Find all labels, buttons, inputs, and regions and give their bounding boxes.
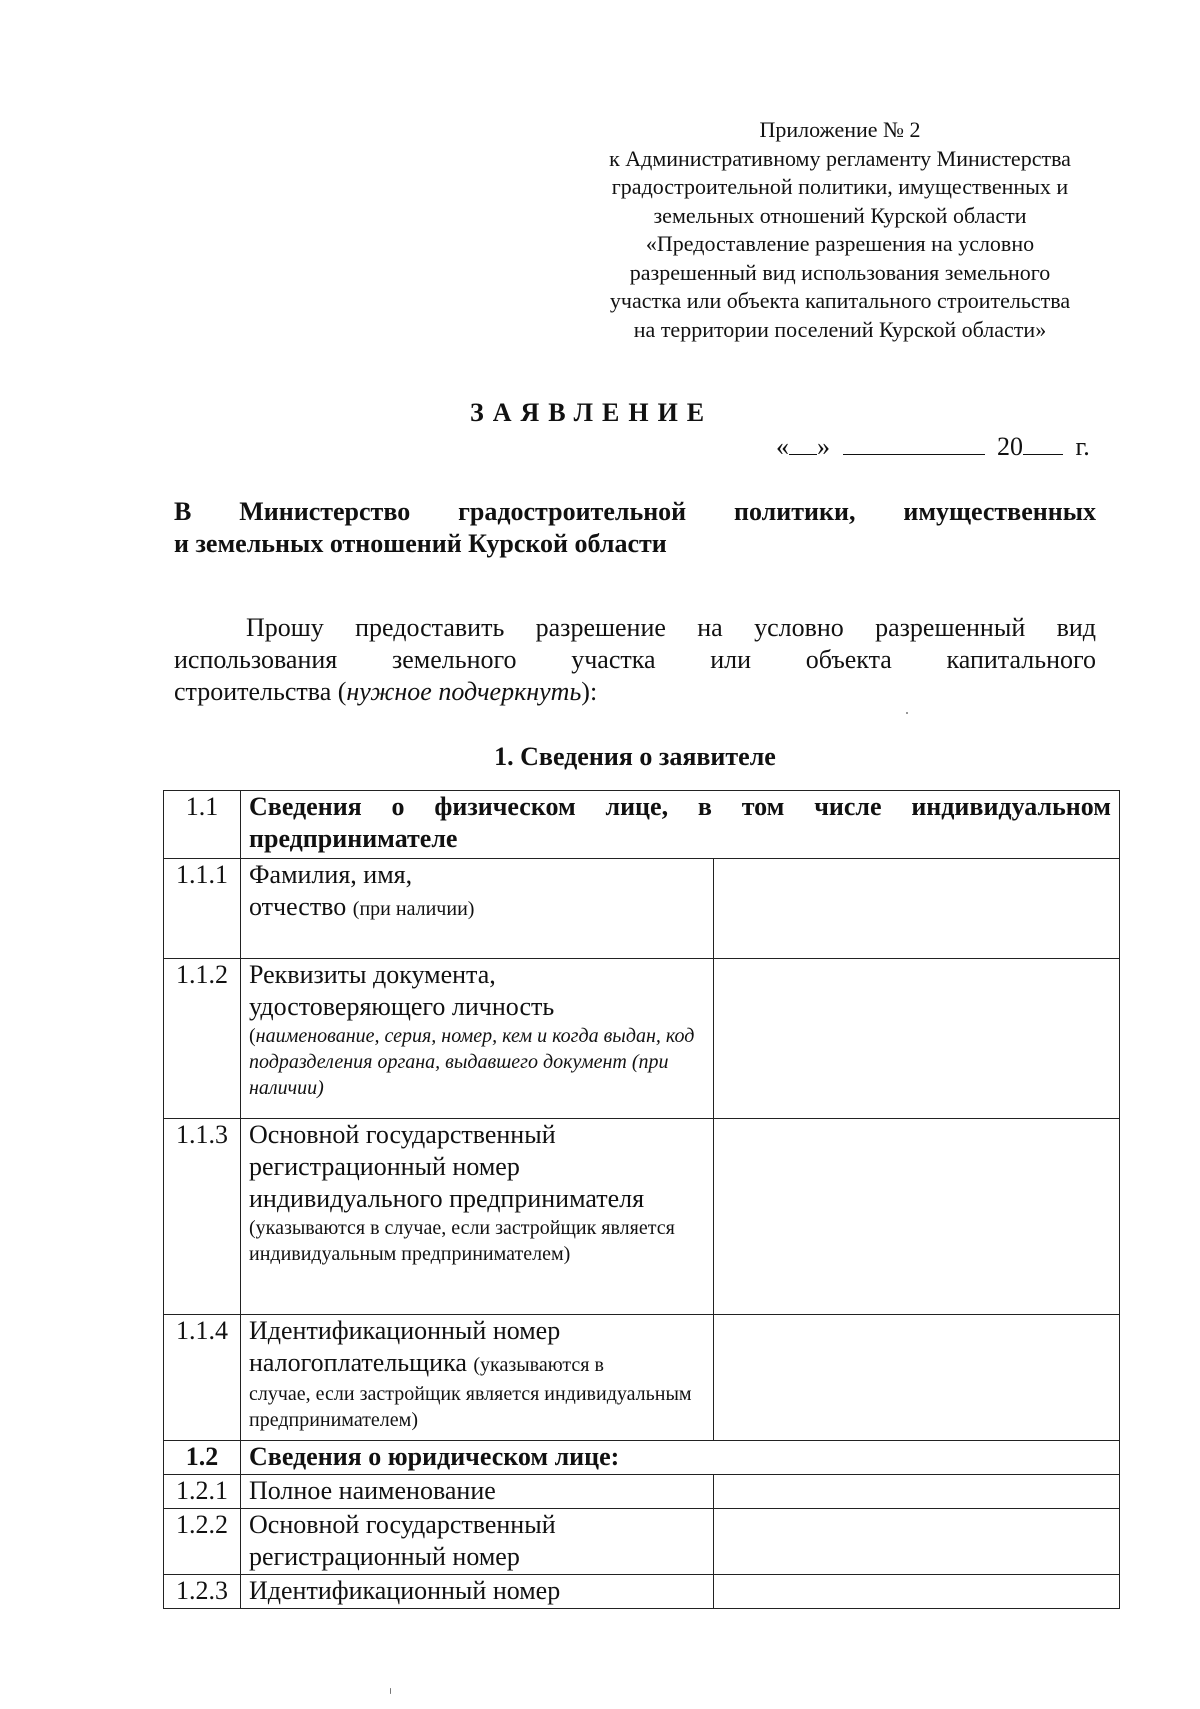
date-open-quote: « <box>776 432 789 461</box>
row-number: 1.1.4 <box>164 1315 241 1441</box>
recipient-block <box>174 496 1096 560</box>
table-row <box>164 1575 1120 1609</box>
row-number: 1.2.1 <box>164 1475 241 1509</box>
request-paragraph <box>174 612 1096 708</box>
row-hint <box>249 1023 705 1101</box>
row-label-line: Основной государственный <box>249 1120 556 1149</box>
row-hint-text: наименование, серия, номер, кем и когда выдан, код подразделения органа, выдавшего документ (при наличии) <box>249 1025 695 1099</box>
appendix-line: на территории поселений Курской области» <box>633 316 1047 342</box>
value-cell[interactable] <box>714 1575 1120 1609</box>
row-label <box>241 1119 714 1315</box>
year-suffix: г. <box>1075 432 1090 461</box>
value-cell[interactable] <box>714 1509 1120 1575</box>
table-row <box>164 1119 1120 1315</box>
row-number: 1.1.3 <box>164 1119 241 1315</box>
recipient-line: В Министерство градостроительной политики, имущественных <box>174 497 1096 526</box>
applicant-info-table <box>163 790 1120 1609</box>
row-number: 1.1 <box>164 791 241 859</box>
row-hint: (указываются в <box>473 1354 604 1376</box>
row-label-line: Сведения о физическом лице, в том числе индивидуальном <box>249 792 1112 821</box>
row-number: 1.2 <box>164 1441 241 1475</box>
date-line <box>776 432 1090 462</box>
row-label-line: Фамилия, имя, <box>249 860 413 889</box>
table-row <box>164 1475 1120 1509</box>
row-label-line: удостоверяющего личность <box>249 992 555 1021</box>
request-line3-end: ): <box>581 677 598 706</box>
request-line: использования земельного участка или объекта капитального <box>174 645 1096 674</box>
section-title: 1. Сведения о заявителе <box>494 742 776 771</box>
row-hint: случае, если застройщик является индивидуальным предпринимателем) <box>249 1383 692 1431</box>
value-cell[interactable] <box>714 1119 1120 1315</box>
date-close-quote: » <box>817 432 830 461</box>
row-number: 1.1.1 <box>164 859 241 959</box>
table-row <box>164 1315 1120 1441</box>
year-blank[interactable] <box>1023 432 1063 455</box>
row-label-text: отчество <box>249 892 347 921</box>
appendix-line: градостроительной политики, имущественных и <box>611 174 1069 199</box>
appendix-line: к Административному регламенту Министерства <box>609 145 1071 171</box>
row-hint: (при наличии) <box>352 898 475 920</box>
request-line <box>174 676 1096 708</box>
row-label <box>241 959 714 1119</box>
request-line3-italic: нужное подчеркнуть <box>346 677 582 706</box>
row-label <box>241 791 1120 859</box>
row-label-line: регистрационный номер <box>249 1152 520 1181</box>
appendix-line: «Предоставление разрешения на условно <box>645 231 1035 256</box>
table-row <box>164 959 1120 1119</box>
row-label-line: предпринимателе <box>249 824 458 853</box>
row-label: Сведения о юридическом лице: <box>241 1441 1120 1475</box>
row-number: 1.2.2 <box>164 1509 241 1575</box>
scan-speck <box>906 712 908 714</box>
row-label: Полное наименование <box>241 1475 714 1509</box>
row-label-line <box>249 891 705 925</box>
table-row <box>164 859 1120 959</box>
row-hint-open: ( <box>249 1025 256 1047</box>
row-label-line <box>249 1347 705 1381</box>
row-hint: (указываются в случае, если застройщик является индивидуальным предпринимателем) <box>249 1217 675 1265</box>
table-row <box>164 1509 1120 1575</box>
row-number: 1.1.2 <box>164 959 241 1119</box>
recipient-line: и земельных отношений Курской области <box>174 529 667 558</box>
row-label-line: Основной государственный <box>249 1510 556 1539</box>
appendix-block <box>560 116 1120 344</box>
request-line: Прошу предоставить разрешение на условно разрешенный вид <box>246 613 1096 642</box>
row-number: 1.2.3 <box>164 1575 241 1609</box>
row-label-line: индивидуального предпринимателя <box>249 1184 645 1213</box>
table-row <box>164 1441 1120 1475</box>
row-label: Идентификационный номер <box>241 1575 714 1609</box>
month-blank[interactable] <box>843 432 985 455</box>
value-cell[interactable] <box>714 959 1120 1119</box>
scan-speck <box>390 1688 391 1694</box>
day-blank[interactable] <box>789 432 817 455</box>
appendix-line: разрешенный вид использования земельного <box>629 259 1051 285</box>
appendix-line: земельных отношений Курской области <box>653 202 1027 228</box>
value-cell[interactable] <box>714 859 1120 959</box>
value-cell[interactable] <box>714 1475 1120 1509</box>
row-label <box>241 859 714 959</box>
row-label-line: Идентификационный номер <box>249 1316 561 1345</box>
value-cell[interactable] <box>714 1315 1120 1441</box>
row-label <box>241 1315 714 1441</box>
appendix-line: участка или объекта капитального строительства <box>609 288 1071 313</box>
row-label <box>241 1509 714 1575</box>
table-row <box>164 791 1120 859</box>
row-label-line: Реквизиты документа, <box>249 960 496 989</box>
row-label-text: налогоплательщика <box>249 1348 467 1377</box>
appendix-line: Приложение № 2 <box>759 117 921 142</box>
row-label-line: регистрационный номер <box>249 1542 520 1571</box>
document-title: ЗАЯВЛЕНИЕ <box>470 398 714 427</box>
request-line3-start: строительства ( <box>174 677 347 706</box>
year-prefix: 20 <box>997 432 1023 461</box>
